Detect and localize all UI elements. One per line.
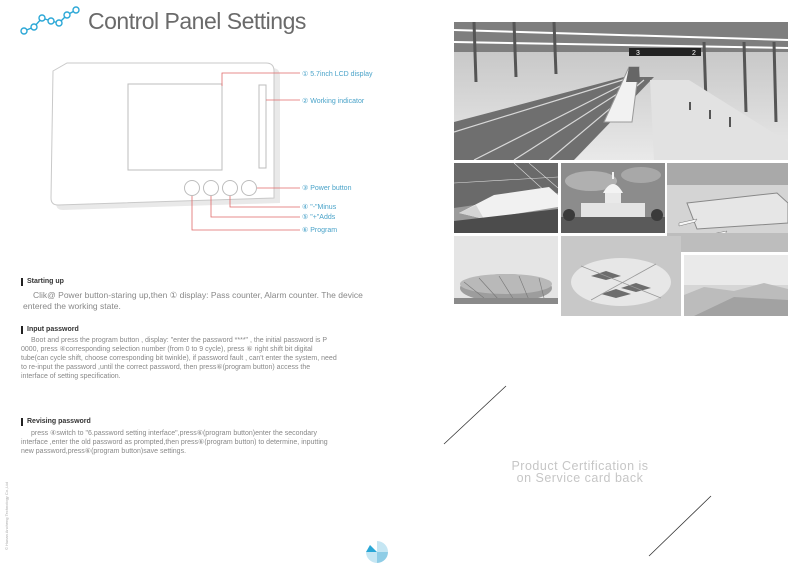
section-heading-revising-password: Revising password xyxy=(27,418,91,425)
callout-power-button: ③ Power button xyxy=(302,185,352,192)
skyline-photo xyxy=(684,255,788,316)
bullet-train-photo xyxy=(454,163,558,233)
product-note-line-2: on Service card back xyxy=(516,471,644,485)
airport-aerial-photo xyxy=(561,236,681,316)
input-password-line-5: interface of setting specification. xyxy=(21,373,121,380)
train-station-photo xyxy=(454,22,788,160)
revising-password-line-2: interface ,enter the old password as prompted,then press⑥(program button) to determine, inputting xyxy=(21,439,328,446)
input-password-line-2: 0000, press ④corresponding selection number (from 0 to 9 cycle), press ⑥ right shift bit digital xyxy=(21,346,313,353)
decorative-slash xyxy=(440,384,510,446)
airport-photo xyxy=(667,163,788,252)
control-panel-diagram xyxy=(0,0,400,245)
page-title: Control Panel Settings xyxy=(88,8,306,34)
callout-working-indicator: ② Working indicator xyxy=(302,98,365,105)
input-password-line-1: Boot and press the program button , display: "enter the password ****" , the initial password is P xyxy=(31,337,328,344)
section-marker xyxy=(21,326,23,334)
input-password-line-3: tube(can cycle shift, choose corresponding bit twinkle), if password fault , can't enter the system, need xyxy=(21,355,337,362)
input-password-line-4: to re-input the password ,until the correct password, then press⑥(program button) access the xyxy=(21,364,311,371)
starting-up-line-1: Clik@ Power button-staring up,then ① display: Pass counter, Alarm counter. The device xyxy=(33,290,363,300)
section-marker xyxy=(21,278,23,286)
starting-up-line-2: entered the working state. xyxy=(23,301,121,311)
section-marker xyxy=(21,418,23,426)
section-heading-starting-up: Starting up xyxy=(27,278,64,285)
sidebar-copyright: © Hunan Ancheng Technology Co.,Ltd xyxy=(4,482,9,550)
svg-text:2: 2 xyxy=(692,50,696,57)
birds-nest-stadium-photo xyxy=(454,236,558,304)
revising-password-line-3: new password,press⑥(program button)save settings. xyxy=(21,448,187,455)
revising-password-line-1: press ④switch to "6.password setting interface",press⑥(program button)enter the secondary xyxy=(31,430,317,437)
capitol-building-photo xyxy=(561,163,665,233)
callout-lcd-display: ① 5.7inch LCD display xyxy=(302,71,373,78)
callout-minus: ④ "-"Minus xyxy=(302,204,337,211)
section-heading-input-password: Input password xyxy=(27,326,79,333)
page-corner-icon xyxy=(364,540,390,564)
decorative-slash xyxy=(645,494,715,558)
svg-text:3: 3 xyxy=(636,50,640,57)
product-note-line-1: Product Certification is xyxy=(511,459,649,473)
callout-program: ⑥ Program xyxy=(302,227,338,234)
product-certification-note xyxy=(480,460,680,484)
callout-adds: ⑤ "+"Adds xyxy=(302,214,336,221)
